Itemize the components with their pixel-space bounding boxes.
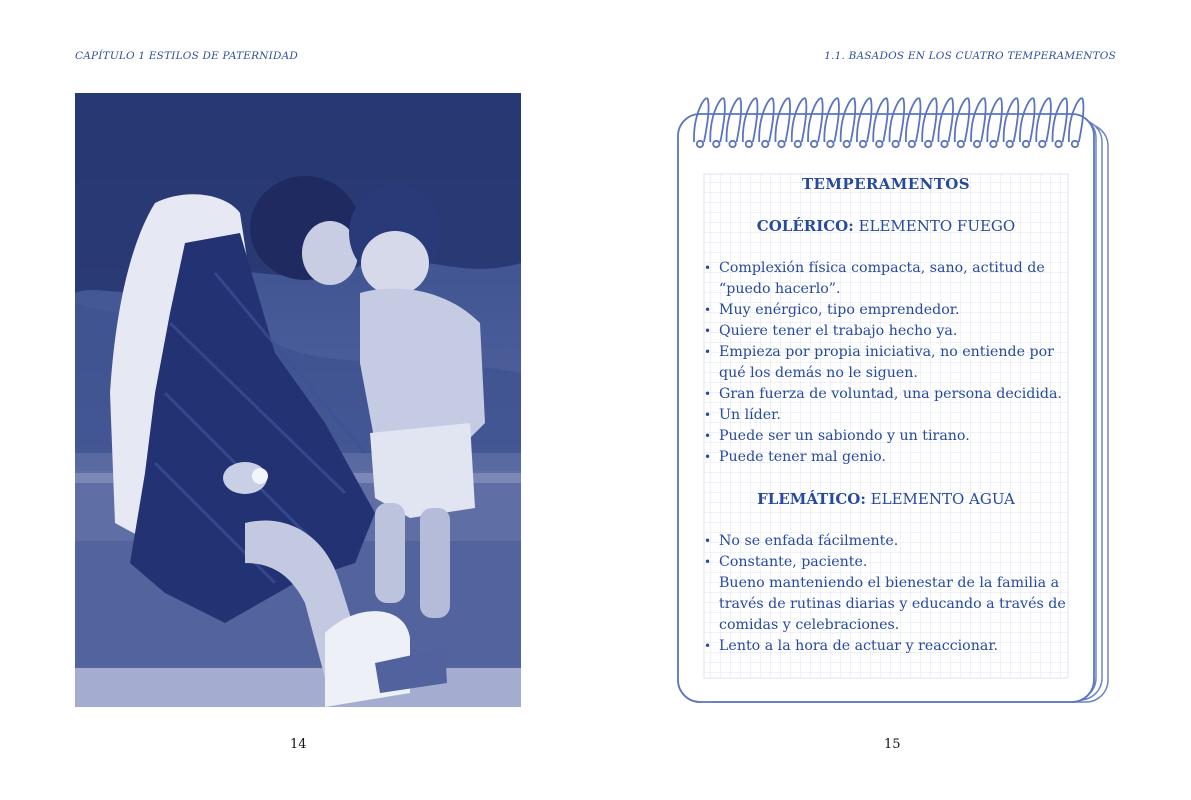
section-heading-label: FLEMÁTICO: [757,490,866,508]
section-heading-element: ELEMENTO AGUA [865,490,1015,508]
list-item-text: Quiere tener el trabajo hecho ya. [719,323,958,339]
list-item-text: Empieza por propia iniciativa, no entiende por qué los demás no le siguen. [719,344,1054,381]
bullet-icon: • [704,324,712,338]
bullet-icon: • [704,429,712,443]
list-item [704,342,1068,384]
bullet-list [704,258,1068,468]
list-item [704,384,1068,405]
bullet-icon: • [704,387,712,401]
section-heading-element: ELEMENTO FUEGO [853,217,1016,235]
list-item-text: Lento a la hora de actuar y reaccionar. [719,638,999,654]
list-item [704,531,1068,552]
list-item [704,258,1068,300]
bullet-list [704,531,1068,657]
list-item-text: Gran fuerza de voluntad, una persona decidida. [719,386,1062,402]
notebook-title: TEMPERAMENTOS [801,175,971,193]
section-heading [704,215,1068,237]
bullet-icon: • [704,450,712,464]
list-item [704,426,1068,447]
list-item [704,552,1068,573]
list-item-text: Bueno manteniendo el bienestar de la familia a través de rutinas diarias y educando a través de comidas y celebraciones. [719,575,1066,633]
list-item-text: Un líder. [719,407,781,423]
notebook-content [704,173,1068,657]
list-item-text: Constante, paciente. [719,554,868,570]
list-item [704,321,1068,342]
section-heading [704,488,1068,510]
list-item [704,405,1068,426]
bullet-icon: • [704,261,712,275]
list-item [704,573,1068,636]
page-number-left: 14 [290,737,307,752]
section-heading-label: COLÉRICO: [756,217,854,235]
list-item [704,447,1068,468]
list-item-text: Complexión física compacta, sano, actitud de “puedo hacerlo”. [719,260,1045,297]
bullet-icon: • [704,639,712,653]
list-item [704,636,1068,657]
list-item-text: No se enfada fácilmente. [719,533,899,549]
list-item-text: Puede ser un sabiondo y un tirano. [719,428,970,444]
bullet-icon: • [704,408,712,422]
bullet-icon: • [704,555,712,569]
running-header-left: CAPÍTULO 1 ESTILOS DE PATERNIDAD [75,50,298,62]
list-item-text: Puede tener mal genio. [719,449,886,465]
bullet-icon: • [704,303,712,317]
list-item-text: Muy enérgico, tipo emprendedor. [719,302,960,318]
running-header-right: 1.1. BASADOS EN LOS CUATRO TEMPERAMENTOS [824,50,1116,62]
bullet-icon: • [704,534,712,548]
page-number-right: 15 [884,737,901,752]
list-item [704,300,1068,321]
photo-woman-and-child [75,93,521,707]
bullet-icon: • [704,345,712,359]
